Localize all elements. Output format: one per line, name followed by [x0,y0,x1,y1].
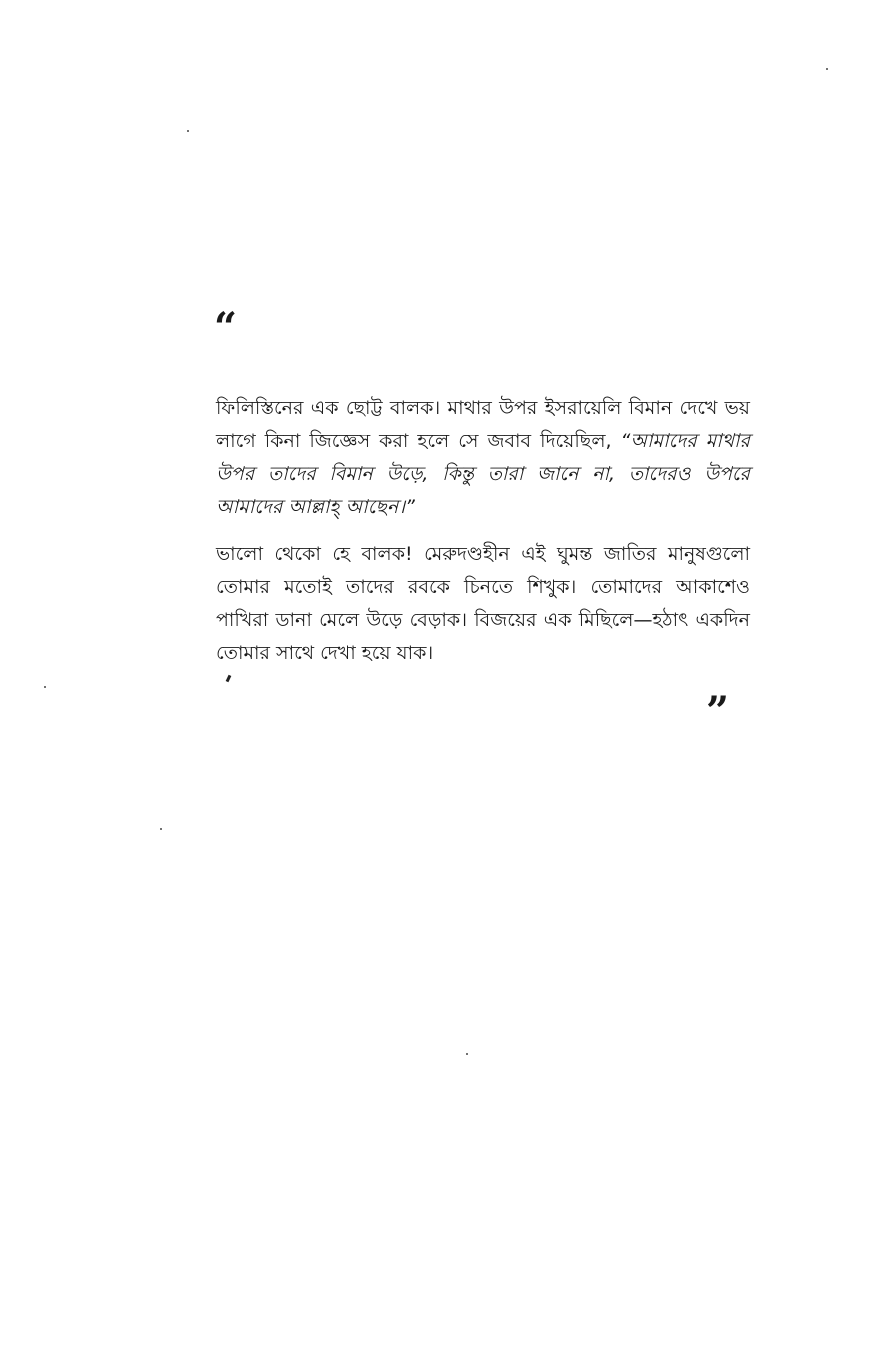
paragraph-1 [216,392,750,524]
opening-quote-mark: “ [214,304,238,351]
scan-speck [466,1053,468,1055]
paragraph-1-quote: “আমাদের মাথার উপর তাদের বিমান উড়ে, কিন্তু তারা জানে না, তাদেরও উপরে আমাদের আল্লাহ্ আছেন।” [216,430,750,518]
scan-speck [187,130,189,132]
paragraph-1-text: ফিলিস্তিনের এক ছোট্ট বালক। মাথার উপর ইসরায়েলি বিমান দেখে ভয় লাগে কিনা জিজ্ঞেস করা হলে সে জবাব দিয়েছিল, [216,397,750,452]
ink-mark [226,675,232,683]
scan-speck [160,828,162,830]
paragraph-2: ভালো থেকো হে বালক! মেরুদণ্ডহীন এই ঘুমন্ত জাতির মানুষগুলো তোমার মতোই তাদের রবকে চিনতে শিখুক। তোমাদের আকাশেও পাখিরা ডানা মেলে উড়ে বেড়াক। বিজয়ের এক মিছিলে—হঠাৎ একদিন তোমার সাথে দেখা হয়ে যাক। [216,543,750,664]
scan-speck [826,68,828,70]
closing-quote-mark: ” [706,688,730,735]
scan-speck [44,686,46,688]
